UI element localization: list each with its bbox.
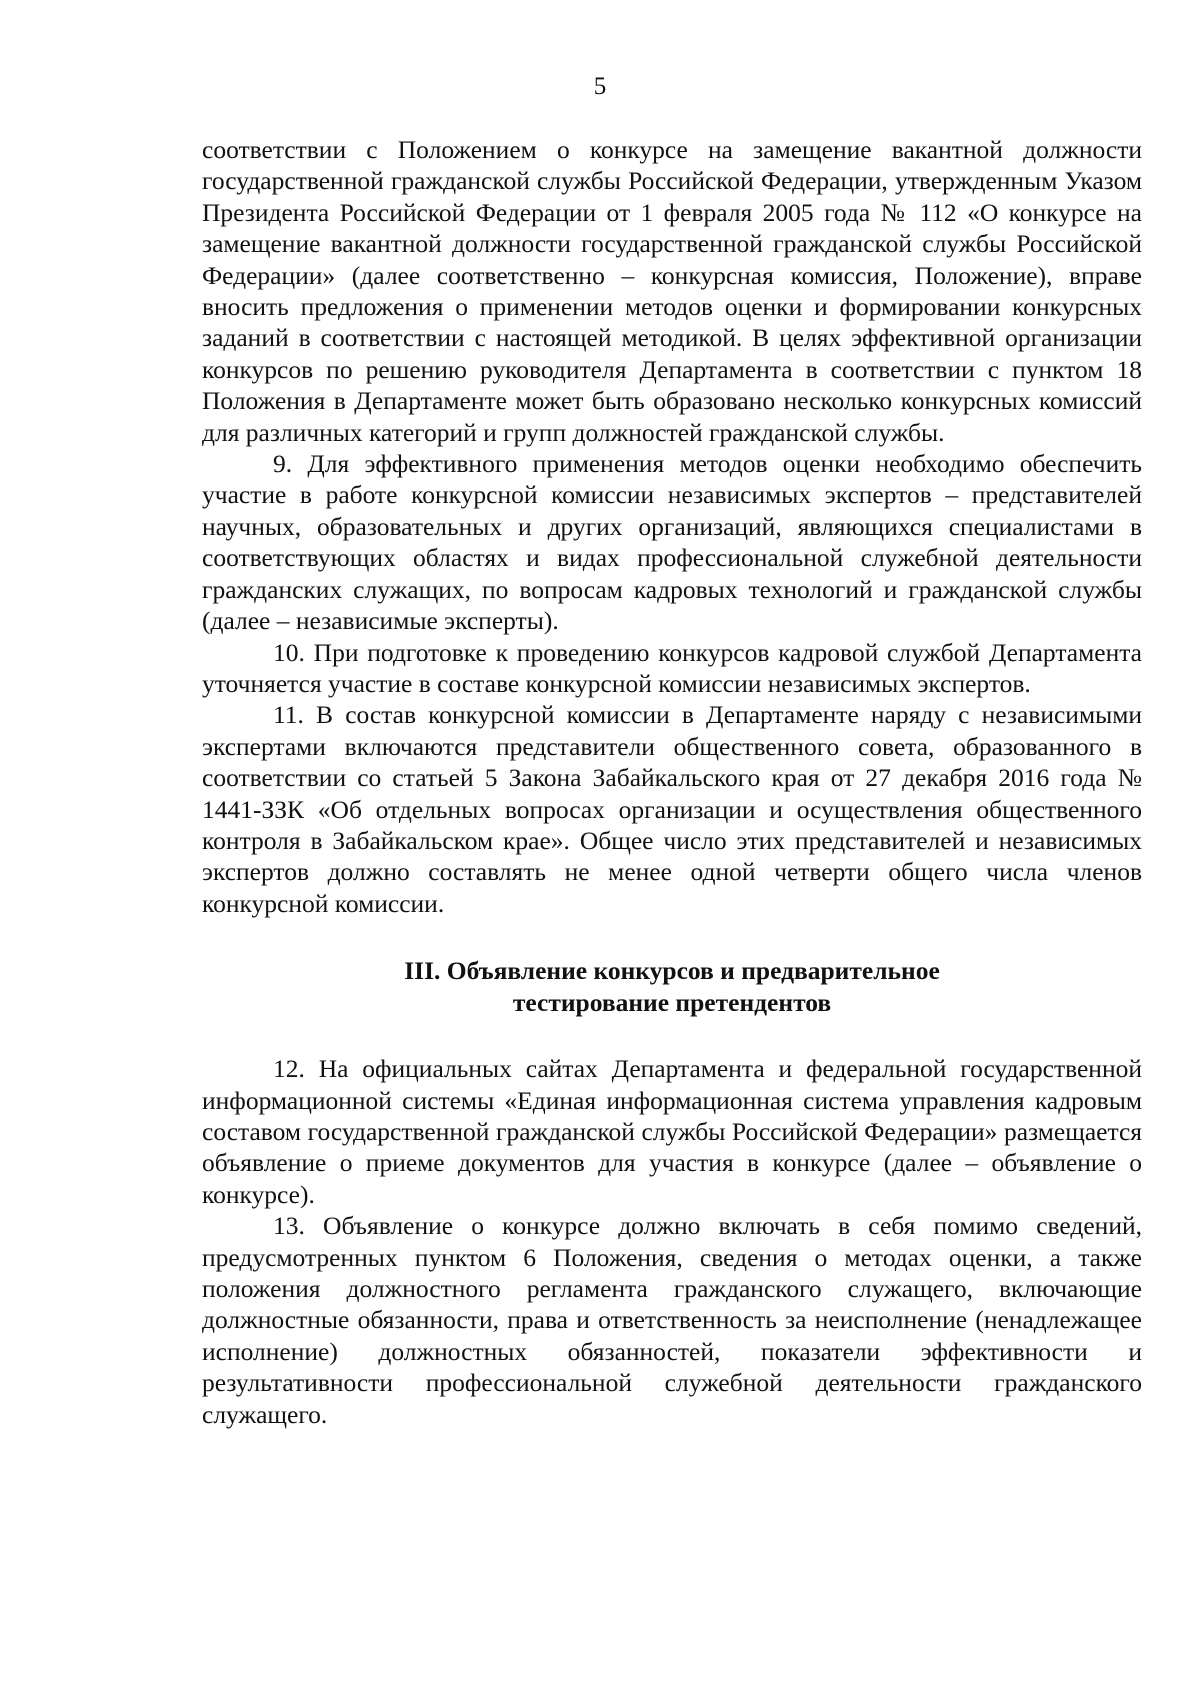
page-number: 5 (593, 73, 607, 100)
paragraph-continuation: соответствии с Положением о конкурсе на замещение вакантной должности государственной гражданской службы Российской Федерации, утвержденным Указом Президента Российской Федерации от 1 февраля 2005 года № 112 «О конкурсе на замещение вакантной должности государственной гражданской службы Российской Федерации» (далее соответственно – конкурсная комиссия, Положение), вправе вносить предложения о применении методов оценки и формировании конкурсных заданий в соответствии с настоящей методикой. В целях эффективной организации конкурсов по решению руководителя Департамента в соответствии с пунктом 18 Положения в Департаменте может быть образовано несколько конкурсных комиссий для различных категорий и групп должностей гражданской службы. (202, 135, 1142, 447)
section-heading-line-1: III. Объявление конкурсов и предварительное (404, 956, 940, 986)
paragraph-9: 9. Для эффективного применения методов оценки необходимо обеспечить участие в работе конкурсной комиссии независимых экспертов – представителей научных, образовательных и других организаций, являющихся специалистами в соответствующих областях и видах профессиональной служебной деятельности гражданских служащих, по вопросам кадровых технологий и гражданской службы (далее – независимые эксперты). (202, 449, 1142, 636)
section-heading (202, 955, 1142, 1019)
paragraph-13: 13. Объявление о конкурсе должно включать в себя помимо сведений, предусмотренных пунктом 6 Положения, сведения о методах оценки, а также положения должностного регламента гражданского служащего, включающие должностные обязанности, права и ответственность за неисполнение (ненадлежащее исполнение) должностных обязанностей, показатели эффективности и результативности профессиональной служебной деятельности гражданского служащего. (202, 1211, 1142, 1429)
paragraph-12: 12. На официальных сайтах Департамента и федеральной государственной информационной системы «Единая информационная система управления кадровым составом государственной гражданской службы Российской Федерации» размещается объявление о приеме документов для участия в конкурсе (далее – объявление о конкурсе). (202, 1054, 1142, 1209)
section-heading-line-2: тестирование претендентов (512, 988, 832, 1018)
document-body (202, 134, 1142, 1430)
paragraph-11: 11. В состав конкурсной комиссии в Департаменте наряду с независимыми экспертами включаются представители общественного совета, образованного в соответствии со статьей 5 Закона Забайкальского края от 27 декабря 2016 года № 1441-ЗЗК «Об отдельных вопросах организации и осуществления общественного контроля в Забайкальском крае». Общее число этих представителей и независимых экспертов должно составлять не менее одной четверти общего числа членов конкурсной комиссии. (202, 700, 1142, 918)
paragraph-10: 10. При подготовке к проведению конкурсов кадровой службой Департамента уточняется участие в составе конкурсной комиссии независимых экспертов. (202, 637, 1142, 698)
